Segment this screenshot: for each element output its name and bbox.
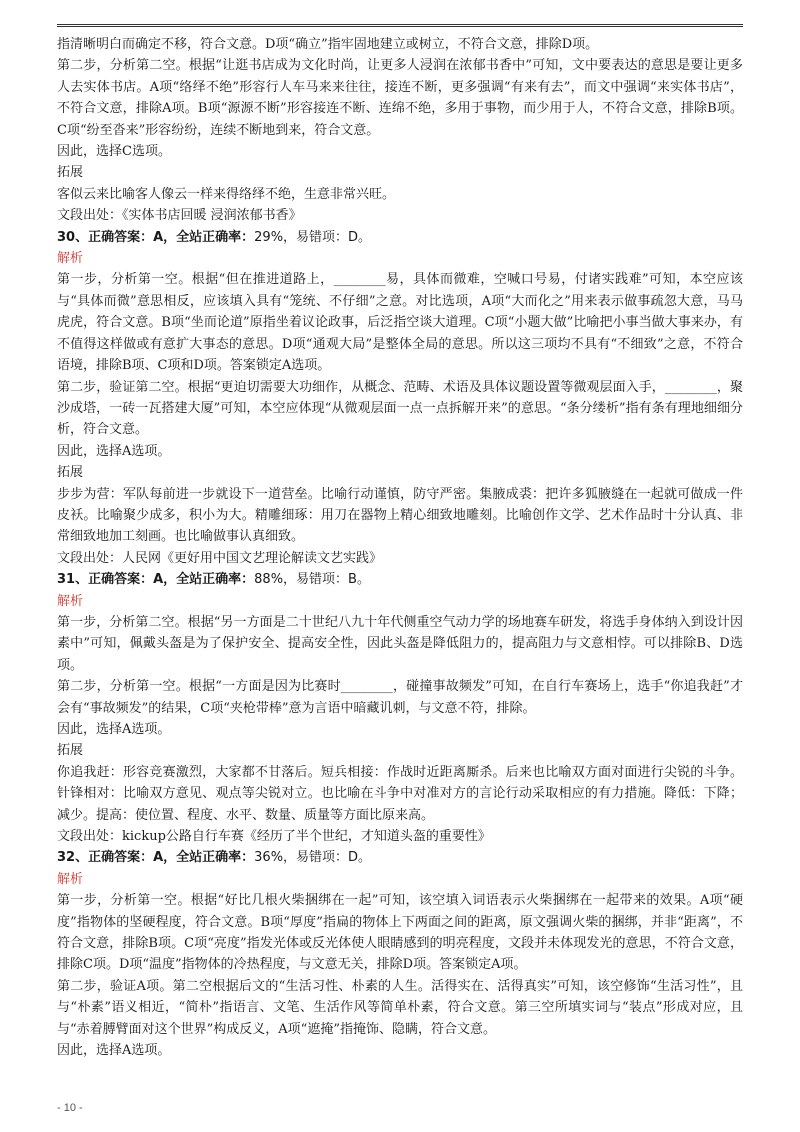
q32-answer-header: [57, 847, 743, 868]
q31-paragraph-1: 第一步，分析第二空。根据“另一方面是二十世纪八九十年代侧重空气动力学的场地赛车研发，将选手身体纳入到设计因素中”可知，佩戴头盔是为了保护安全、提高安全性，因此头盔是降低阻力的，提高阻力与文意相悖。可以排除B、D选项。: [57, 614, 743, 673]
q31-conclusion: 因此，选择A选项。: [57, 722, 171, 737]
q30-tuozhan-text: 步步为营：军队每前进一步就设下一道营垒。比喻行动谨慎，防守严密。集腋成裘：把许多狐腋缝在一起就可做成一件皮袄。比喻聚少成多，积小为大。精雕细琢：用刀在器物上精心细致地雕刻。比喻创作文学、艺术作品时十分认真、非常细致地加工刻画。也比喻做事认真细致。: [57, 486, 743, 545]
q31-paragraph-2: 第二步，分析第一空。根据“一方面是因为比赛时________，碰撞事故频发”可知，在自行车赛场上，选手“你追我赶”才会有“事故频发”的结果，C项“夹枪带棒”意为言语中暗藏讥刺，与文意不符，排除。: [57, 679, 743, 716]
q31-answer-label: 31、正确答案：A，全站正确率：: [57, 572, 255, 588]
q32-paragraph-2: 第二步，验证A项。第二空根据后文的“生活习性、朴素的人生。活得实在、活得真实”可知，该空修饰“生活习性”，且与“朴素”语义相近，“简朴”指语言、文笔、生活作风等简单朴素，符合文意。第三空所填实词与“装点”形成对应，且与“赤着膊臂面对这个世界”构成反义，A项“遮掩”指掩饰、隐瞒，符合文意。: [57, 978, 743, 1037]
page-number: - 10 -: [57, 1102, 83, 1114]
q29-source: 文段出处：《实体书店回暖 浸润浓郁书香》: [57, 208, 302, 224]
q29-tuozhan-label: 拓展: [57, 165, 84, 181]
q30-answer-stats: 29%，易错项：D。: [254, 229, 372, 245]
q30-paragraph-2: 第二步，验证第二空。根据“更迫切需要大功细作，从概念、范畴、术语及具体议题设置等微观层面入手，________，聚沙成塔，一砖一瓦搭建大厦”可知，本空应体现“从微观层面一点一点拆解开来”的意思。“条分缕析”指有条有理地细细分析，符合文意。: [57, 379, 743, 438]
q31-answer-header: [57, 569, 743, 590]
q31-tuozhan-label: 拓展: [57, 743, 84, 759]
q29-paragraph-2: 第二步，分析第二空。根据“让逛书店成为文化时尚，让更多人浸润在浓郁书香中”可知，文中要表达的意思是要让更多人去实体书店。A项“络绎不绝”形容行人车马来来往往，接连不断，更多强调“有来有去”，而文中强调“来实体书店”，不符合文意，排除A项。B项“源源不断”形容接连不断、连绵不绝，多用于事物，而少用于人，不符合文意，排除B项。C项“纷至沓来”形容纷纷，连续不断地到来，符合文意。: [57, 58, 743, 138]
q29-paragraph-1: 指清晰明白而确定不移，符合文意。D项“确立”指牢固地建立或树立，不符合文意，排除D项。: [57, 37, 599, 52]
q31-tuozhan-text: 你追我赶：形容竞赛激烈，大家都不甘落后。短兵相接：作战时近距离厮杀。后来也比喻双方面对面进行尖锐的斗争。针锋相对：比喻双方意见、观点等尖锐对立。也比喻在斗争中对准对方的言论行动采取相应的有力措施。降低：下降；减少。提高：使位置、程度、水平、数量、质量等方面比原来高。: [57, 764, 743, 823]
q30-paragraph-1: 第一步，分析第一空。根据“但在推进道路上，________易，具体而微难，空喊口号易，付诸实践难”可知，本空应该与“具体而微”意思相反，应该填入具有“笼统、不仔细”之意。对比选项，A项“大而化之”用来表示做事疏忽大意，马马虎虎，符合文意。B项“坐而论道”原指坐着议论政事，后泛指空谈大道理。C项“小题大做”比喻把小事当做大事来办，有不值得这样做或有意扩大事态的意思。D项“通观大局”是整体全局的意思。所以这三项均不具有“不细致”之意，不符合语境，排除B项、C项和D项。答案锁定A选项。: [57, 272, 743, 374]
page-content: [57, 34, 743, 1062]
q29-tuozhan-text: 客似云来比喻客人像云一样来得络绎不绝，生意非常兴旺。: [57, 186, 396, 202]
q32-jiexi-label: 解析: [57, 871, 84, 887]
q31-answer-stats: 88%，易错项：B。: [254, 572, 370, 588]
q30-source: 文段出处：人民网《更好用中国文艺理论解读文艺实践》: [57, 550, 383, 566]
header-rule: [57, 24, 743, 27]
q29-conclusion: 因此，选择C选项。: [57, 144, 171, 160]
q32-answer-label: 32、正确答案：A，全站正确率：: [57, 850, 255, 866]
q32-paragraph-1: 第一步，分析第一空。根据“好比几根火柴捆绑在一起”可知，该空填入词语表示火柴捆绑在一起带来的效果。A项“硬度”指物体的坚硬程度，符合文意。B项“厚度”指扁的物体上下两面之间的距离，原文强调火柴的捆绑，并非“距离”，不符合文意，排除B项。C项“亮度”指发光体或反光体使人眼睛感到的明亮程度，文段并未体现发光的意思，不符合文意，排除C项。D项“温度”指物体的冷热程度，与文意无关，排除D项。答案锁定A项。: [57, 893, 743, 973]
q30-conclusion: 因此，选择A选项。: [57, 443, 171, 459]
q30-answer-header: [57, 227, 743, 248]
q30-answer-label: 30、正确答案：A，全站正确率：: [57, 229, 255, 245]
q32-conclusion: 因此，选择A选项。: [57, 1043, 171, 1059]
q30-tuozhan-label: 拓展: [57, 465, 84, 481]
q32-answer-stats: 36%，易错项：D。: [254, 850, 372, 866]
q30-jiexi-label: 解析: [57, 251, 84, 267]
q31-source: 文段出处：kickup公路自行车赛《经历了半个世纪，才知道头盔的重要性》: [57, 829, 491, 845]
q31-jiexi-label: 解析: [57, 593, 84, 609]
